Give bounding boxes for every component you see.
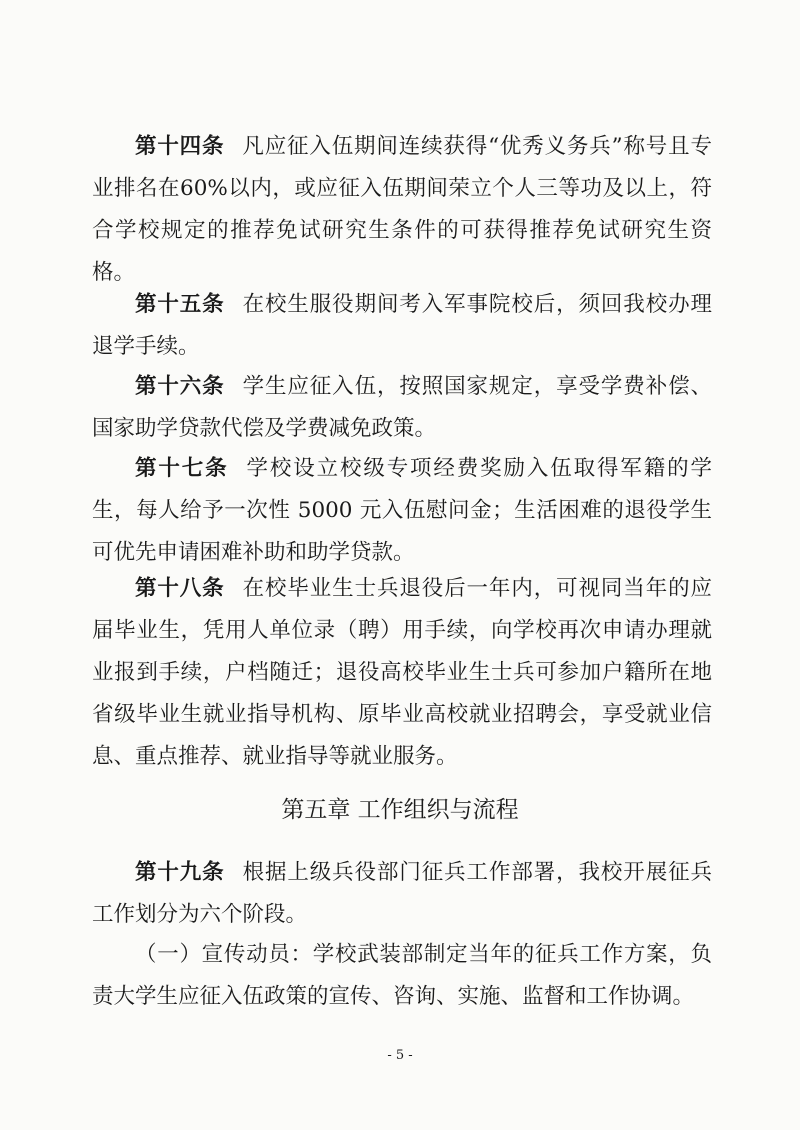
article-text: 学校设立校级专项经费奖励入伍取得军籍的学生，每人给予一次性 5000 元入伍慰问金；生活困难的退役学生可优先申请困难补助和助学贷款。 [92, 456, 712, 565]
article-17 [92, 448, 712, 574]
article-number: 第十五条 [135, 292, 225, 317]
article-number: 第十八条 [135, 576, 225, 601]
article-16 [92, 366, 712, 450]
article-text: 学生应征入伍，按照国家规定，享受学费补偿、国家助学贷款代偿及学费减免政策。 [92, 374, 712, 441]
page-number: - 5 - [387, 1048, 413, 1063]
article-15 [92, 284, 712, 368]
article-text: 凡应征入伍期间连续获得“优秀义务兵”称号且专业排名在60%以内，或应征入伍期间荣立个人三等功及以上，符合学校规定的推荐免试研究生条件的可获得推荐免试研究生资格。 [92, 134, 712, 285]
stage-text: （一）宣传动员：学校武装部制定当年的征兵工作方案，负责大学生应征入伍政策的宣传、咨询、实施、监督和工作协调。 [92, 942, 712, 1009]
article-text: 根据上级兵役部门征兵工作部署，我校开展征兵工作划分为六个阶段。 [92, 860, 712, 927]
article-number: 第十九条 [135, 860, 225, 885]
article-14 [92, 126, 712, 294]
article-number: 第十七条 [135, 456, 229, 481]
stage-one [92, 934, 712, 1018]
article-number: 第十四条 [135, 134, 225, 159]
article-18 [92, 568, 712, 778]
chapter-title: 第五章 工作组织与流程 [281, 797, 519, 823]
article-number: 第十六条 [135, 374, 225, 399]
article-text: 在校生服役期间考入军事院校后，须回我校办理退学手续。 [92, 292, 712, 359]
article-19 [92, 852, 712, 936]
article-text: 在校毕业生士兵退役后一年内，可视同当年的应届毕业生，凭用人单位录（聘）用手续，向学校再次申请办理就业报到手续，户档随迁；退役高校毕业生士兵可参加户籍所在地省级毕业生就业指导机构、原毕业高校就业招聘会，享受就业信息、重点推荐、就业指导等就业服务。 [92, 576, 712, 769]
